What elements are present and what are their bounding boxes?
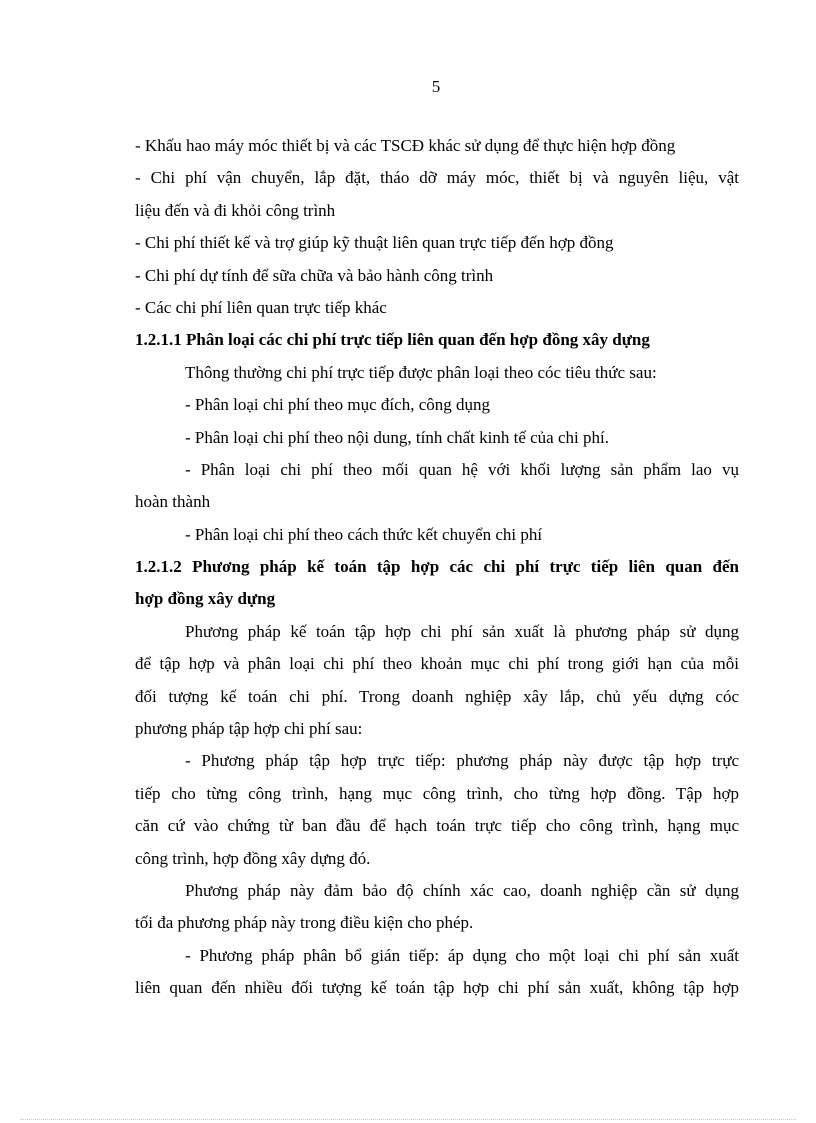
section-heading-1-2-1-1: 1.2.1.1 Phân loại các chi phí trực tiếp liên quan đến hợp đồng xây dựng (135, 330, 650, 350)
paragraph-classification-intro: Thông thường chi phí trực tiếp được phân loại theo cóc tiêu thức sau: (185, 362, 657, 382)
page-bottom-divider (20, 1119, 796, 1120)
paragraph-direct-line-4: công trình, hợp đồng xây dựng đó. (135, 848, 371, 868)
paragraph-direct-line-2: tiếp cho từng công trình, hạng mục công trình, cho từng hợp đồng. Tập hợp (135, 783, 739, 803)
paragraph-direct-line-1: - Phương pháp tập hợp trực tiếp: phương pháp này được tập hợp trực (185, 751, 739, 771)
bullet-by-transfer: - Phân loại chi phí theo cách thức kết chuyển chi phí (185, 524, 543, 544)
bullet-by-volume-line-2: hoàn thành (135, 492, 211, 512)
bullet-transport-line-1: - Chi phí vận chuyển, lắp đặt, tháo dỡ máy móc, thiết bị và nguyên liệu, vật (135, 168, 739, 188)
paragraph-method-line-2: để tập hợp và phân loại chi phí theo khoản mục chi phí trong giới hạn của mỗi (135, 654, 739, 674)
bullet-design-cost: - Chi phí thiết kế và trợ giúp kỹ thuật liên quan trực tiếp đến hợp đồng (135, 233, 614, 253)
section-heading-1-2-1-2-line-1: 1.2.1.2 Phương pháp kế toán tập hợp các chi phí trực tiếp liên quan đến (135, 557, 739, 577)
section-heading-1-2-1-2-line-2: hợp đồng xây dựng (135, 589, 276, 609)
bullet-by-content: - Phân loại chi phí theo nội dung, tính chất kinh tế của chi phí. (185, 427, 609, 447)
document-body (135, 130, 739, 1005)
paragraph-method-line-4: phương pháp tập hợp chi phí sau: (135, 719, 363, 739)
paragraph-accuracy-line-2: tối đa phương pháp này trong điều kiện cho phép. (135, 913, 474, 933)
bullet-transport-line-2: liệu đến và đi khỏi công trình (135, 200, 336, 220)
bullet-by-purpose: - Phân loại chi phí theo mục đích, công dụng (185, 395, 490, 415)
bullet-depreciation: - Khấu hao máy móc thiết bị và các TSCĐ khác sử dụng để thực hiện hợp đồng (135, 136, 676, 155)
paragraph-accuracy-line-1: Phương pháp này đảm bảo độ chính xác cao, doanh nghiệp cần sử dụng (185, 880, 739, 900)
paragraph-method-line-3: đối tượng kế toán chi phí. Trong doanh nghiệp xây lắp, chủ yếu dựng cóc (135, 686, 739, 706)
paragraph-method-line-1: Phương pháp kế toán tập hợp chi phí sản xuất là phương pháp sử dụng (185, 621, 739, 641)
paragraph-indirect-line-2: liên quan đến nhiều đối tượng kế toán tập hợp chi phí sản xuất, không tập hợp (135, 978, 739, 998)
bullet-warranty-cost: - Chi phí dự tính để sữa chữa và bảo hành công trình (135, 265, 494, 285)
bullet-by-volume-line-1: - Phân loại chi phí theo mối quan hệ với khối lượng sản phẩm lao vụ (185, 459, 739, 479)
paragraph-direct-line-3: căn cứ vào chứng từ ban đầu để hạch toán trực tiếp cho công trình, hạng mục (135, 816, 739, 836)
bullet-other-direct: - Các chi phí liên quan trực tiếp khác (135, 297, 387, 317)
page-number: 5 (431, 77, 441, 96)
paragraph-indirect-line-1: - Phương pháp phân bổ gián tiếp: áp dụng cho một loại chi phí sản xuất (185, 945, 739, 965)
